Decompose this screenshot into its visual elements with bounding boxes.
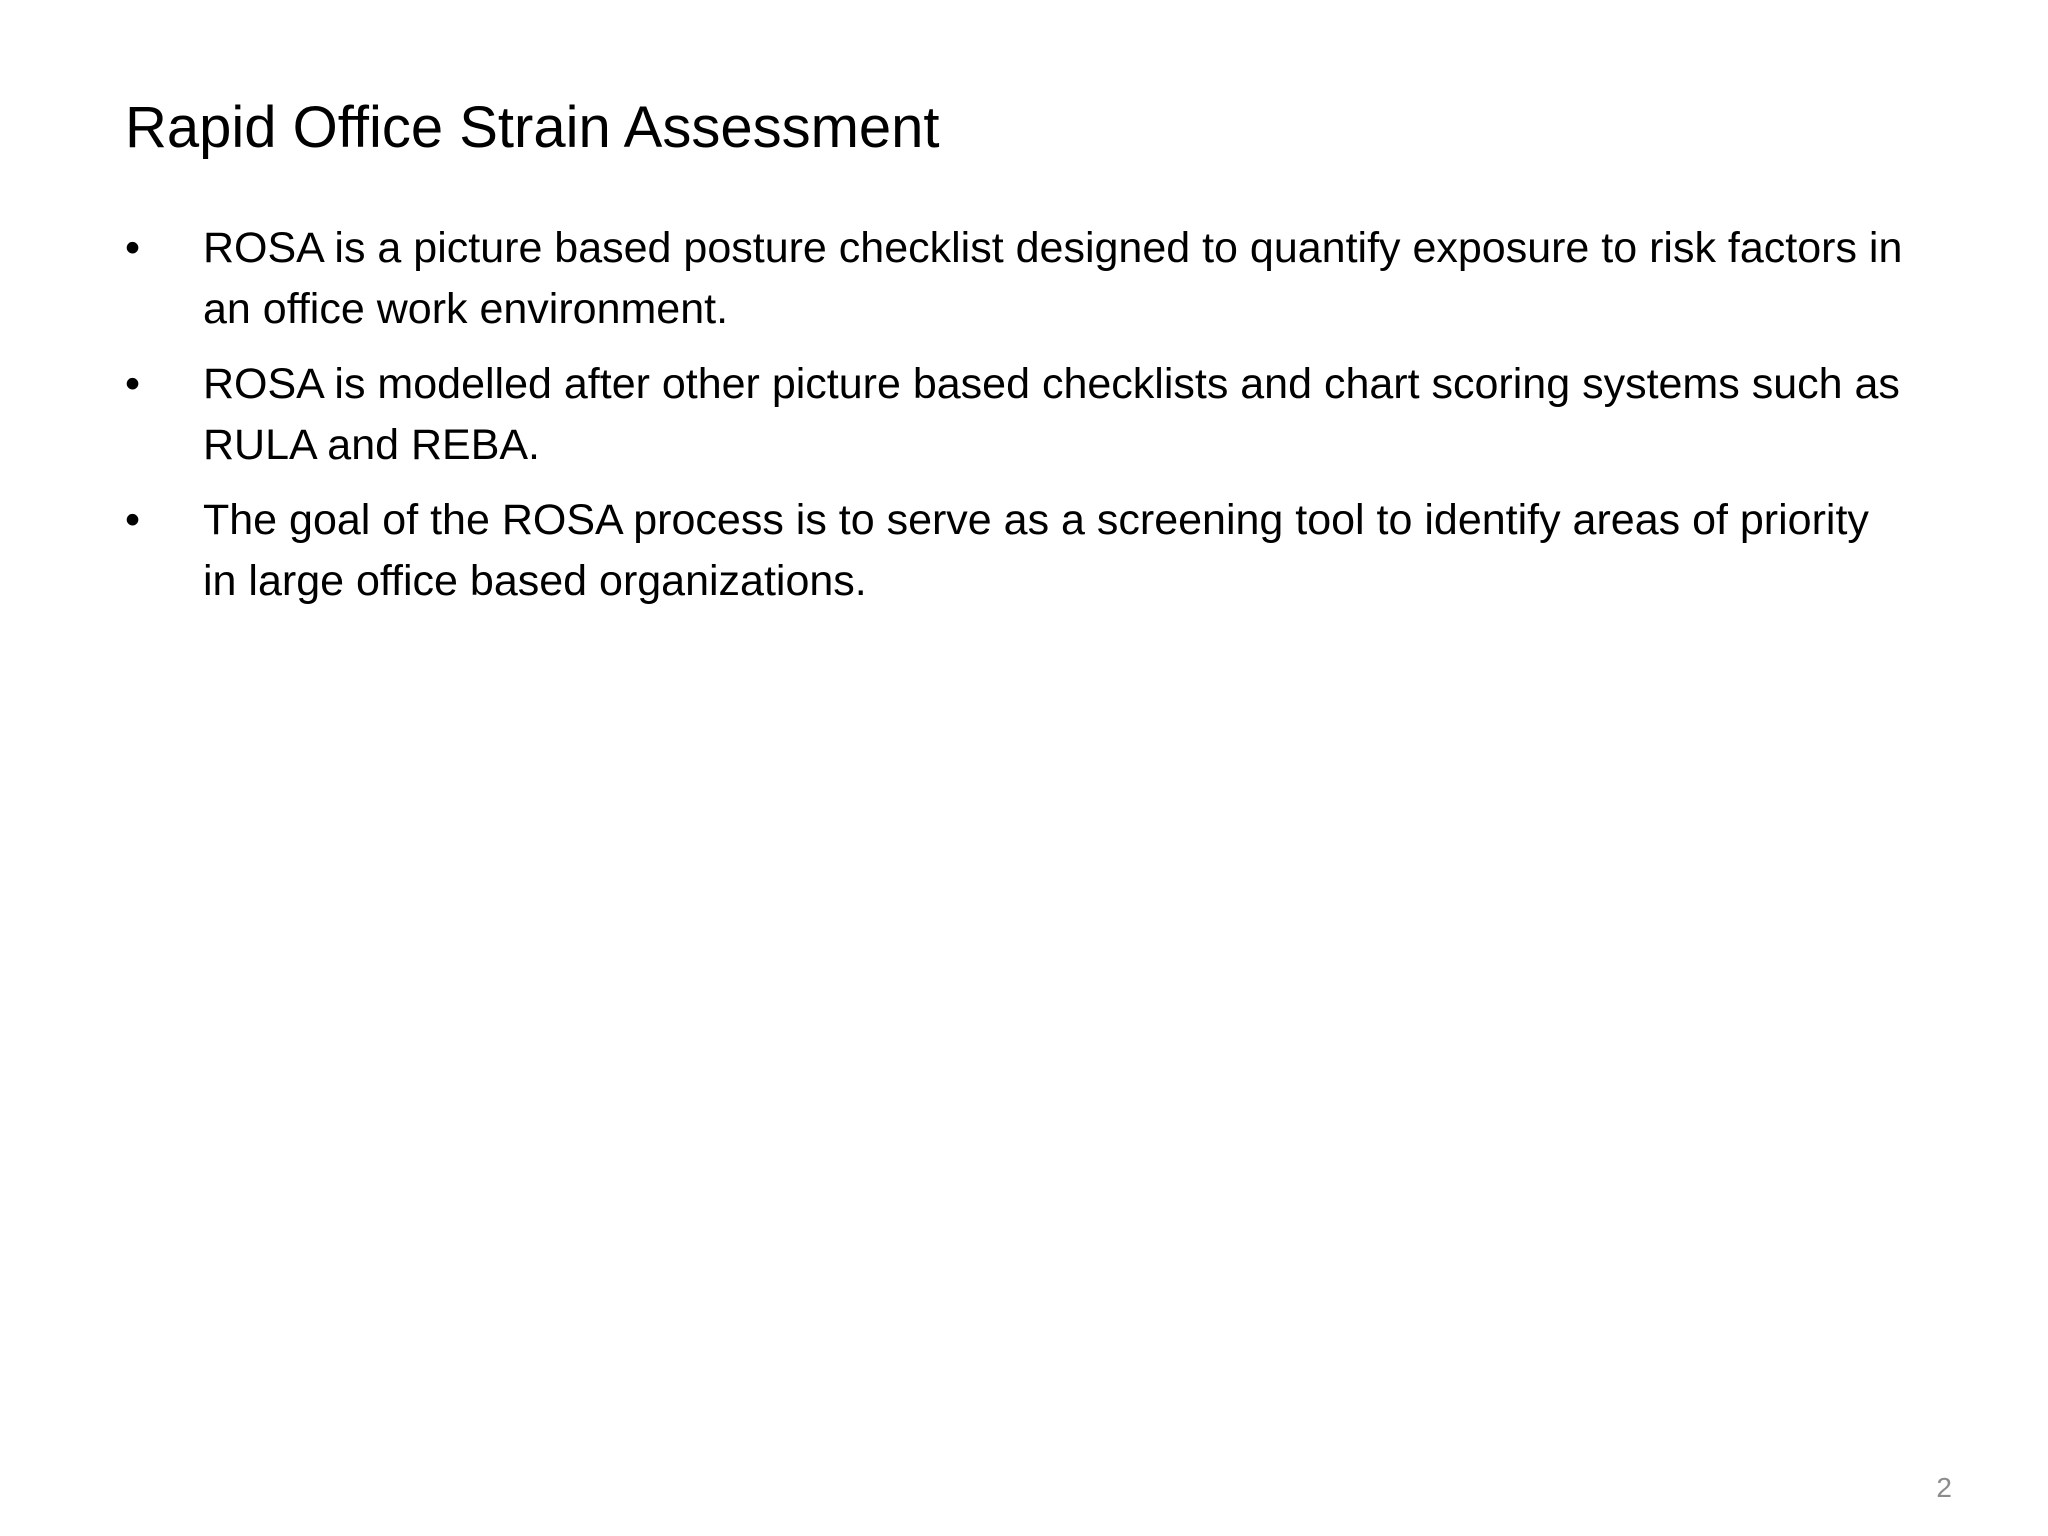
bullet-item <box>125 354 1905 476</box>
bullet-text: ROSA is modelled after other picture based checklists and chart scoring systems such as RULA and REBA. <box>203 360 1900 469</box>
page-number: 2 <box>1936 1472 1952 1503</box>
bullet-icon: • <box>125 224 141 272</box>
bullet-text: ROSA is a picture based posture checklist designed to quantify exposure to risk factors in an office work environment. <box>203 224 1903 333</box>
slide-title: Rapid Office Strain Assessment <box>125 95 940 160</box>
bullet-list <box>125 218 1905 626</box>
bullet-item <box>125 490 1905 612</box>
bullet-text: The goal of the ROSA process is to serve as a screening tool to identify areas of priority in large office based organizations. <box>203 496 1869 605</box>
bullet-icon: • <box>125 360 141 408</box>
bullet-item <box>125 218 1905 340</box>
bullet-icon: • <box>125 496 141 544</box>
